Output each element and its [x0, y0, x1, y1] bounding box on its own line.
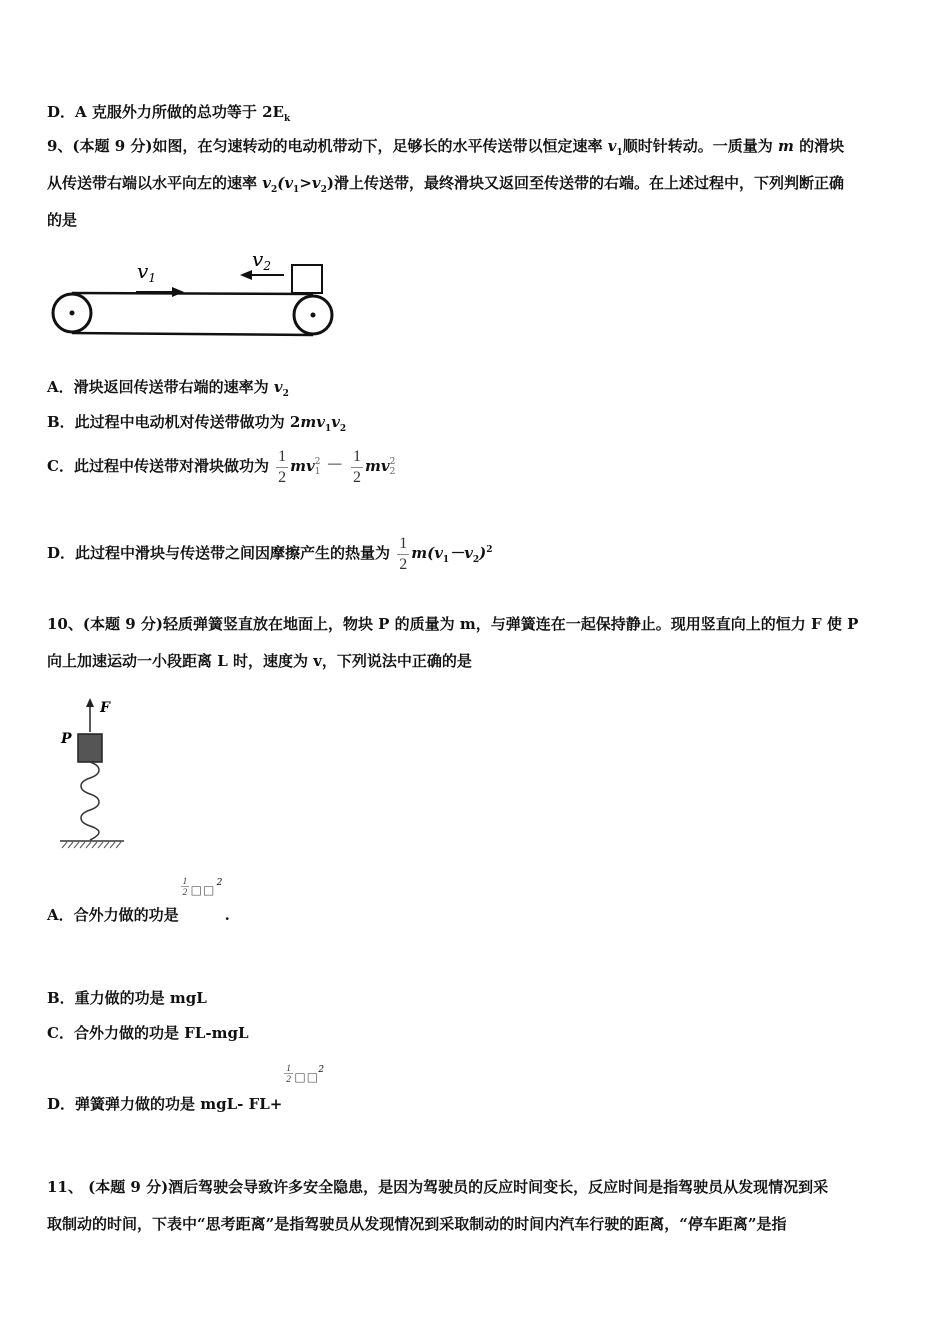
q9-cond: >v — [299, 174, 321, 192]
fig-f-label: F — [100, 700, 110, 716]
q8-option-d-label: D． — [47, 103, 76, 121]
q9-cond-sub: 1 — [293, 185, 300, 195]
q9-option-d-expr: m(v — [411, 544, 443, 562]
q10-option-d-sup: 2 — [318, 1065, 325, 1075]
frac-den: 2 — [399, 555, 408, 573]
q9-stem-line1 — [47, 136, 907, 163]
q9-option-d-expr: ) — [479, 544, 487, 562]
q9-option-d-frac — [397, 534, 409, 575]
frac-num: 1 — [286, 1063, 291, 1073]
q9-option-b-var: v — [331, 413, 340, 431]
q9-v2: v — [262, 174, 271, 192]
right-pulley-axle — [311, 313, 316, 318]
frac-num: 1 — [182, 876, 188, 886]
q9-conveyor-figure — [44, 248, 344, 348]
frac-den: 2 — [352, 468, 361, 486]
q10-option-d — [47, 1063, 328, 1114]
q9-cond: (v — [277, 174, 294, 192]
q10-stem-line2: 向上加速运动一小段距离 L 时，速度为 v，下列说法中正确的是 — [47, 652, 472, 670]
left-pulley-axle — [70, 311, 75, 316]
q9-option-d-sup: 2 — [486, 545, 493, 555]
frac-den: 2 — [182, 887, 188, 897]
q8-option-d-sub: k — [283, 114, 291, 124]
q9-stem-line3: 的是 — [47, 211, 78, 229]
belt-top — [72, 293, 313, 294]
q9-option-d — [47, 530, 493, 580]
q9-option-d-sub: 1 — [442, 555, 450, 565]
q9-v1: v — [607, 137, 617, 155]
q10-option-a — [47, 876, 230, 925]
q10-option-a-missing-glyph: □□ — [190, 883, 216, 897]
q9-stem-text: 的滑块 — [793, 137, 845, 155]
q8-option-d-text: A 克服外力所做的总功等于 2E — [75, 103, 284, 121]
q10-option-d-missing-glyph: □□ — [294, 1070, 320, 1084]
q9-option-a-text: A．滑块返回传送带右端的速率为 — [47, 378, 274, 396]
q9-stem-line2 — [47, 173, 907, 200]
block-p — [78, 734, 102, 762]
q10-option-c: C．合外力做的功是 FL-mgL — [47, 1024, 249, 1042]
q10-option-a-frac — [181, 876, 190, 897]
q9-mass: m — [777, 137, 794, 155]
q10-spring-figure — [52, 692, 132, 857]
q10-option-b: B．重力做的功是 mgL — [47, 989, 207, 1007]
frac-den: 2 — [278, 468, 287, 486]
q9-stem-text: )滑上传送带，最终滑块又返回至传送带的右端。在上述过程中，下列判断正确 — [326, 174, 844, 192]
frac-num: 1 — [276, 447, 288, 468]
q8-option-d — [47, 102, 290, 129]
q9-option-a-sub: 2 — [282, 389, 289, 399]
q9-v1-sub: 1 — [616, 148, 623, 158]
q9-option-b-var: mv — [300, 413, 325, 431]
slider-block — [292, 265, 322, 293]
q9-cond-sub: 2 — [320, 185, 327, 195]
q9-option-c-script2: 2 2 — [389, 457, 396, 477]
q10-option-d-text: D．弹簧弹力做的功是 mgL- FL+ — [47, 1095, 283, 1113]
q11-stem-line2: 取制动的时间，下表中“思考距离”是指驾驶员从发现情况到采取制动的时间内汽车行驶的距离，“停车距离”是指 — [47, 1215, 787, 1233]
q9-option-b-sub: 2 — [339, 424, 347, 434]
fig-v1-label: $v_1$ — [137, 259, 156, 285]
q10-option-a-formula — [179, 876, 225, 920]
q9-option-c-frac1 — [276, 447, 288, 488]
force-arrowhead — [86, 698, 94, 707]
q10-option-a-sup: 2 — [216, 878, 223, 888]
frac-den: 2 — [286, 1074, 291, 1084]
q9-option-c-frac2 — [351, 447, 363, 488]
q9-stem-text: 9、(本题 9 分)如图，在匀速转动的电动机带动下，足够长的水平传送带以恒定速率 — [47, 137, 608, 155]
q10-option-a-text: A．合外力做的功是 — [47, 906, 179, 924]
belt-bottom — [72, 333, 313, 335]
q10-option-a-period: . — [224, 906, 230, 924]
q9-option-d-sub: 2 — [472, 555, 480, 565]
q9-v2-sub: 2 — [270, 185, 278, 195]
spring — [81, 762, 99, 840]
q9-option-c-mv1: mv — [290, 457, 315, 475]
q9-option-c — [47, 446, 395, 488]
v1-arrowhead — [172, 287, 184, 297]
q10-option-d-frac — [284, 1063, 293, 1084]
q9-option-b — [47, 412, 346, 439]
q9-stem-text: 顺时针转动。一质量为 — [622, 137, 778, 155]
q11-stem-line1: 11、 (本题 9 分)酒后驾驶会导致许多安全隐患，是因为驾驶员的反应时间变长，反应时间是指驾驶员从发现情况到采 — [47, 1178, 829, 1196]
q9-option-c-minus: － — [325, 455, 344, 476]
q9-option-d-expr: －v — [449, 544, 473, 562]
q9-option-a-var: v — [273, 378, 283, 396]
q9-option-c-text: C．此过程中传送带对滑块做功为 — [47, 457, 275, 475]
q9-option-c-script1: 2 1 — [314, 457, 321, 477]
frac-num: 1 — [351, 447, 363, 468]
q10-option-d-formula — [282, 1063, 328, 1109]
fig-v2-label: $v_2$ — [252, 248, 271, 273]
ground-hatch — [62, 842, 121, 848]
v2-arrowhead — [240, 270, 252, 280]
q9-option-b-sub: 1 — [324, 424, 332, 434]
q9-option-d-text: D．此过程中滑块与传送带之间因摩擦产生的热量为 — [47, 544, 396, 562]
fig-p-label: P — [61, 731, 72, 747]
q9-option-b-text: B．此过程中电动机对传送带做功为 2 — [47, 413, 301, 431]
q9-stem-text: 从传送带右端以水平向左的速率 — [47, 174, 263, 192]
q10-stem-line1: 10、(本题 9 分)轻质弹簧竖直放在地面上，物块 P 的质量为 m，与弹簧连在一起保持静止。现用竖直向上的恒力 F 使 P — [47, 615, 859, 633]
q9-option-a — [47, 377, 289, 404]
frac-num: 1 — [397, 534, 409, 555]
q9-option-c-mv2: mv — [364, 457, 390, 475]
